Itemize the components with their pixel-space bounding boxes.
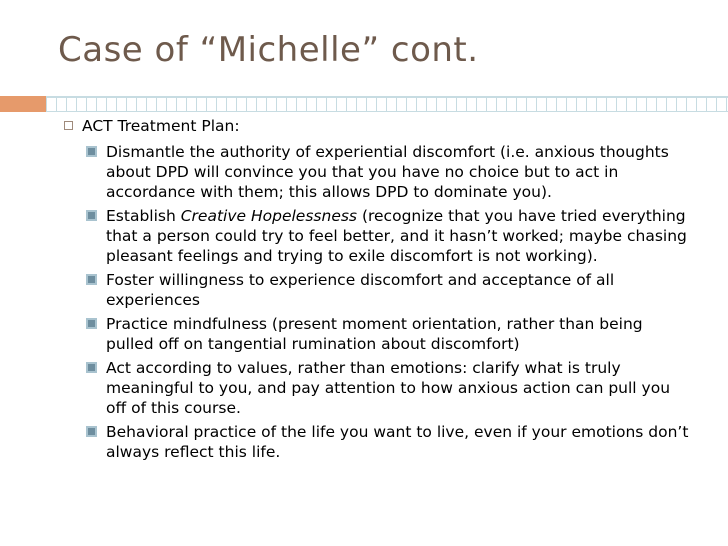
sub-bullet-text: Act according to values, rather than emotions: clarify what is truly meaningful to you, and pay attention to how anxious action can pull you off of this course. <box>106 359 671 417</box>
sub-bullet-item <box>86 358 694 418</box>
sub-bullet-text: Foster willingness to experience discomfort and acceptance of all experiences <box>106 271 615 309</box>
sub-bullet-text: Behavioral practice of the life you want to live, even if your emotions don’t always reflect this life. <box>106 423 689 461</box>
sub-bullet-text-suffix: (recognize that you have tried everything that a person could try to feel better, and it hasn’t worked; maybe chasing pleasant feelings and trying to exile discomfort is not working). <box>106 207 687 265</box>
square-bullet-icon <box>86 210 97 221</box>
sub-bullet-text-emphasis: Creative Hopelessness <box>180 207 358 225</box>
sub-bullet-item <box>86 206 694 266</box>
square-bullet-icon <box>86 362 97 373</box>
sub-bullet-item <box>86 142 694 202</box>
sub-bullet-item <box>86 270 694 310</box>
square-bullet-icon <box>86 274 97 285</box>
grid-strip <box>46 96 728 112</box>
sub-bullet-text: Dismantle the authority of experiential discomfort (i.e. anxious thoughts about DPD will convince you that you have no choice but to act in accordance with them; this allows DPD to dominate you). <box>106 143 669 201</box>
sub-bullet-item <box>86 314 694 354</box>
main-bullet-text: ACT Treatment Plan: <box>82 117 240 135</box>
hollow-square-bullet-icon <box>64 121 73 130</box>
sub-bullet-text-prefix: Establish <box>106 207 181 225</box>
slide-title: Case of “Michelle” cont. <box>58 30 479 70</box>
square-bullet-icon <box>86 318 97 329</box>
square-bullet-icon <box>86 426 97 437</box>
sub-bullet-list <box>86 142 694 462</box>
slide-content <box>64 116 694 466</box>
sub-bullet-item <box>86 422 694 462</box>
square-bullet-icon <box>86 146 97 157</box>
sub-bullet-text: Practice mindfulness (present moment orientation, rather than being pulled off on tangential rumination about discomfort) <box>106 315 643 353</box>
main-bullet <box>64 116 694 136</box>
accent-block <box>0 96 46 112</box>
title-divider-bar <box>0 96 728 112</box>
